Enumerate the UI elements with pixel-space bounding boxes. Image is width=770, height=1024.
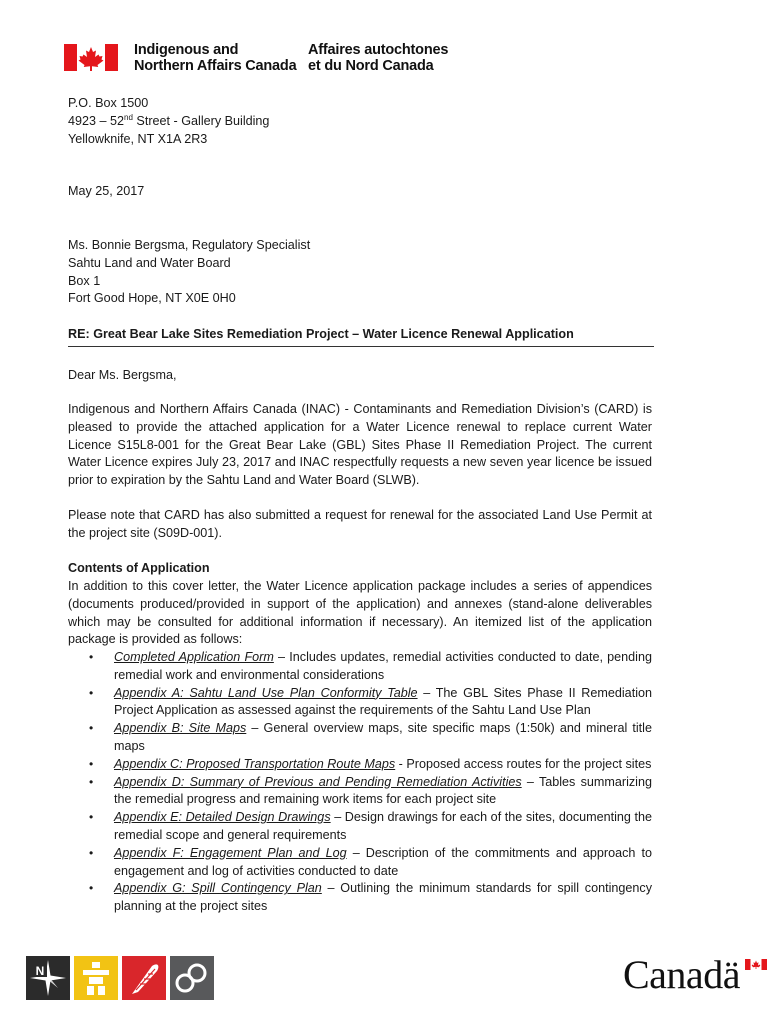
list-item	[68, 845, 652, 881]
dept-en-line2: Northern Affairs Canada	[134, 58, 297, 74]
item-description: – General overview maps, site specific maps (1:50k) and mineral title maps	[114, 721, 652, 753]
subject-line: RE: Great Bear Lake Sites Remediation Project – Water Licence Renewal Application	[68, 326, 654, 347]
salutation: Dear Ms. Bergsma,	[68, 368, 177, 382]
item-description: - Proposed access routes for the project sites	[395, 756, 652, 771]
dept-fr-line2: et du Nord Canada	[308, 58, 434, 74]
infinity-icon	[170, 956, 214, 1000]
list-item	[68, 756, 652, 774]
item-title: Appendix G: Spill Contingency Plan	[114, 881, 322, 896]
sender-line1: P.O. Box 1500	[68, 96, 149, 110]
item-description: – The GBL Sites Phase II Remediation Project Application as assessed against the requirements of the Sahtu Land Use Plan	[114, 685, 652, 718]
recipient-line3: Box 1	[68, 273, 101, 288]
dept-fr-line1: Affaires autochtones	[308, 42, 449, 58]
recipient-address	[68, 237, 310, 308]
bullet-icon: •	[89, 685, 94, 700]
bullet-icon: •	[89, 774, 94, 789]
list-item	[68, 685, 652, 721]
sender-line2: 4923 – 52nd Street - Gallery Building	[68, 112, 270, 128]
item-description: – Description of the commitments and approach to engagement and log of activities conducted to date	[114, 845, 652, 878]
sender-address	[68, 95, 269, 148]
sender-line3: Yellowknife, NT X1A 2R3	[68, 131, 208, 146]
wordmark-flag-icon	[745, 959, 767, 970]
item-title: Appendix C: Proposed Transportation Route Maps	[114, 756, 396, 771]
canada-wordmark: Canadä	[623, 952, 740, 997]
department-name-french	[308, 42, 448, 74]
item-description: – Tables summarizing the remedial progress and remaining work items for each project site	[114, 774, 652, 807]
inukshuk-icon	[74, 956, 118, 1000]
paragraph-land-use-permit: Please note that CARD has also submitted a request for renewal for the associated Land Use Permit at the project site (S09D-001).	[68, 508, 652, 540]
item-title: Appendix F: Engagement Plan and Log	[114, 845, 347, 860]
paragraph-contents: In addition to this cover letter, the Water Licence application package includes a series of appendices (documents produced/provided in support of the application) and annexes (stand-alone deliverables which may be consulted for additional information if necessary). An itemized list of the application package is provided as follows:	[68, 579, 652, 647]
paragraph-intro: Indigenous and Northern Affairs Canada (INAC) - Contaminants and Remediation Division’s (CARD) is pleased to provide the attached application for a Water Licence renewal to replace current Water Licence S15L8-001 for the Great Bear Lake (GBL) Sites Phase II Remediation Project. The current Water Licence expires July 23, 2017 and INAC respectfully requests a new seven year licence be issued prior to expiration by the Sahtu Land and Water Board (SLWB).	[68, 402, 652, 488]
contents-heading: Contents of Application	[68, 561, 210, 575]
list-item	[68, 649, 652, 685]
compass-letter: N	[35, 964, 45, 978]
recipient-line1: Ms. Bonnie Bergsma, Regulatory Specialist	[68, 238, 311, 252]
list-item	[68, 720, 652, 756]
item-title: Completed Application Form	[114, 650, 274, 664]
list-item	[68, 774, 652, 810]
letter-date: May 25, 2017	[68, 184, 145, 198]
bullet-icon: •	[89, 650, 94, 664]
department-name-english	[134, 42, 296, 74]
canada-flag-icon	[64, 44, 118, 71]
feather-icon	[122, 956, 166, 1000]
item-description: – Design drawings for each of the sites, documenting the remedial scope and general requirements	[114, 810, 653, 842]
letterhead	[64, 42, 484, 74]
item-title: Appendix D: Summary of Previous and Pending Remediation Activities	[114, 774, 522, 789]
recipient-line2: Sahtu Land and Water Board	[68, 255, 231, 270]
list-item	[68, 809, 652, 845]
item-title: Appendix B: Site Maps	[114, 721, 247, 736]
list-item	[68, 880, 652, 916]
bullet-icon: •	[89, 810, 94, 825]
item-title: Appendix E: Detailed Design Drawings	[114, 810, 331, 825]
bullet-icon: •	[89, 756, 94, 771]
item-description: – Includes updates, remedial activities conducted to date, pending remedial work and environmental considerations	[114, 650, 652, 682]
recipient-line4: Fort Good Hope, NT X0E 0H0	[68, 291, 236, 306]
appendix-list	[68, 649, 652, 916]
item-title: Appendix A: Sahtu Land Use Plan Conformity Table	[114, 685, 418, 700]
item-description: – Outlining the minimum standards for spill contingency planning at the project sites	[114, 881, 652, 914]
bullet-icon: •	[89, 721, 94, 736]
footer-program-icons	[26, 956, 214, 1002]
dept-en-line1: Indigenous and	[134, 42, 239, 58]
bullet-icon: •	[89, 881, 94, 896]
compass-north-icon	[26, 956, 70, 1000]
bullet-icon: •	[89, 845, 94, 860]
